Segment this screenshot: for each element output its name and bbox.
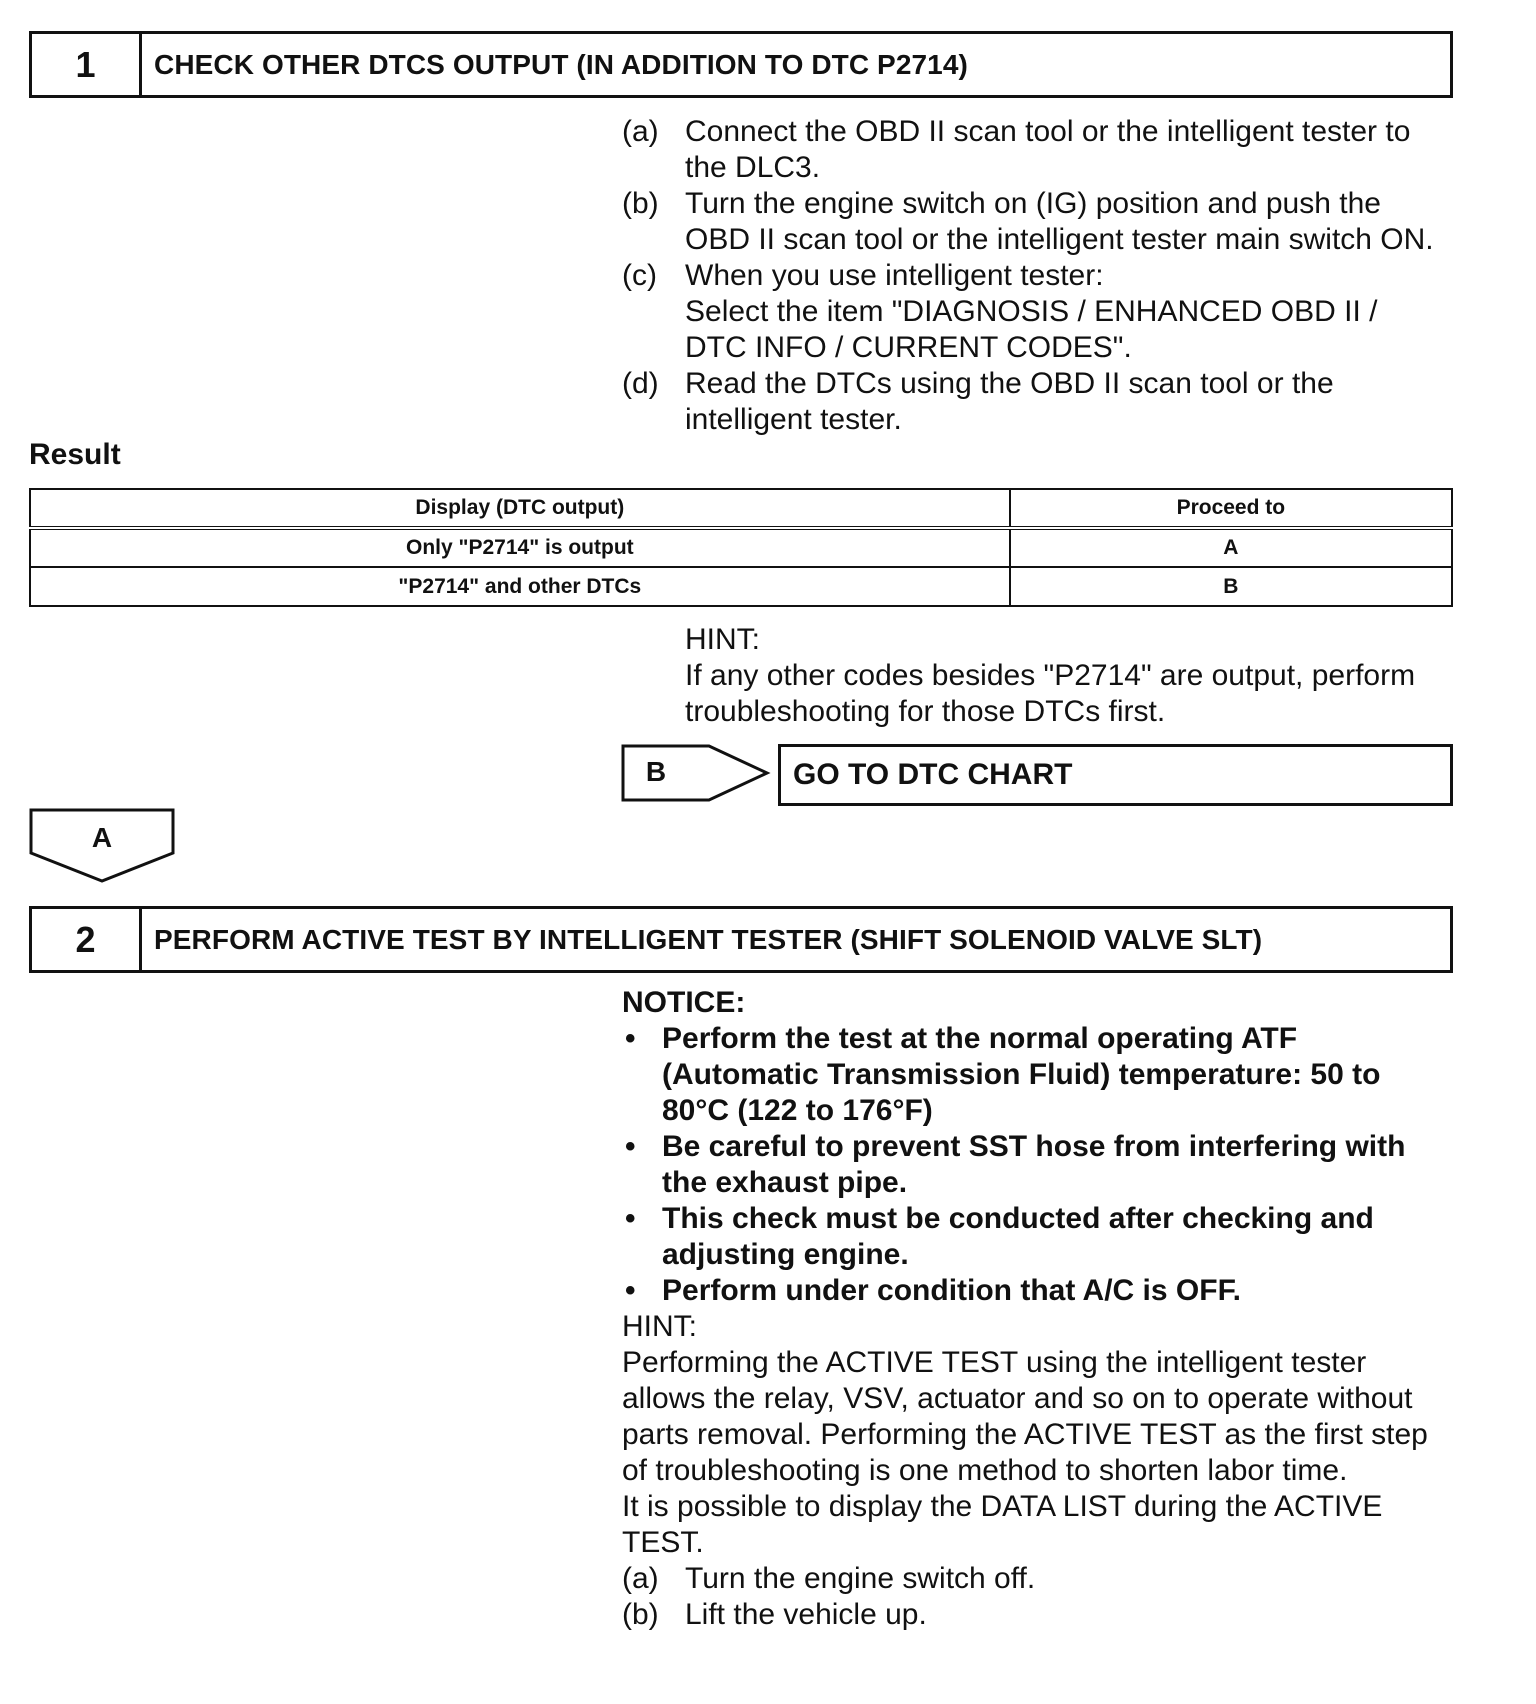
step-2-header [29, 906, 1453, 973]
step-2-instructions [622, 1561, 1457, 1633]
instruction-d: (d) Read the DTCs using the OBD II scan tool or the intelligent tester. [622, 367, 1334, 436]
table-cell: "P2714" and other DTCs [30, 567, 1010, 606]
hint-label: HINT: [685, 623, 760, 656]
go-to-dtc-chart-box: GO TO DTC CHART [778, 744, 1453, 806]
step-2-number: 2 [32, 909, 142, 970]
table-header-row [30, 489, 1452, 528]
bullet-icon: • [625, 1274, 636, 1307]
result-table [29, 488, 1453, 607]
result-label: Result [29, 438, 121, 471]
step-1-instructions [622, 114, 1462, 438]
step-2-hint-label: HINT: [622, 1310, 697, 1343]
step-1-header [29, 31, 1453, 98]
notice-item: • Perform the test at the normal operating ATF (Automatic Transmission Fluid) temperature: 50 to 80°C (122 to 176°F) [625, 1022, 1381, 1127]
instruction-b: (b) Lift the vehicle up. [622, 1598, 927, 1631]
branch-a-letter: A [91, 822, 113, 853]
instruction-c: (c) When you use intelligent tester: Select the item "DIAGNOSIS / ENHANCED OBD II / DTC INFO / CURRENT CODES". [622, 259, 1378, 364]
step-2-hint-text: Performing the ACTIVE TEST using the intelligent tester allows the relay, VSV, actuator and so on to operate without parts removal. Performing the ACTIVE TEST as the first step of troubleshooting is one method to shorten labor time. It is possible to display the DATA LIST during the ACTIVE TEST. [622, 1346, 1428, 1559]
table-header-proceed: Proceed to [1010, 489, 1452, 528]
step-1-hint: HINT: If any other codes besides "P2714" are output, perform troubleshooting for those DTCs first. [685, 622, 1465, 730]
step-2-title: PERFORM ACTIVE TEST BY INTELLIGENT TESTER (SHIFT SOLENOID VALVE SLT) [154, 923, 1263, 955]
table-cell: Only "P2714" is output [30, 528, 1010, 567]
table-cell: A [1010, 528, 1452, 567]
notice-label: NOTICE: [622, 986, 746, 1019]
instruction-b: (b) Turn the engine switch on (IG) position and push the OBD II scan tool or the intelligent tester main switch ON. [622, 187, 1434, 256]
instruction-a: (a) Connect the OBD II scan tool or the intelligent tester to the DLC3. [622, 115, 1411, 184]
notice-item: • Perform under condition that A/C is OFF. [625, 1274, 1241, 1307]
bullet-icon: • [625, 1022, 636, 1055]
step-2-content [622, 985, 1457, 1633]
step-1-number: 1 [32, 34, 142, 95]
table-row [30, 528, 1452, 567]
table-header-display: Display (DTC output) [30, 489, 1010, 528]
branch-b-letter: B [645, 756, 667, 787]
notice-list [622, 1021, 1457, 1309]
bullet-icon: • [625, 1202, 636, 1235]
notice-item: • This check must be conducted after checking and adjusting engine. [625, 1202, 1374, 1271]
table-cell: B [1010, 567, 1452, 606]
instruction-a: (a) Turn the engine switch off. [622, 1562, 1036, 1595]
table-row [30, 567, 1452, 606]
bullet-icon: • [625, 1130, 636, 1163]
notice-item: • Be careful to prevent SST hose from interfering with the exhaust pipe. [625, 1130, 1406, 1199]
step-1-title: CHECK OTHER DTCS OUTPUT (IN ADDITION TO DTC P2714) [154, 48, 968, 80]
